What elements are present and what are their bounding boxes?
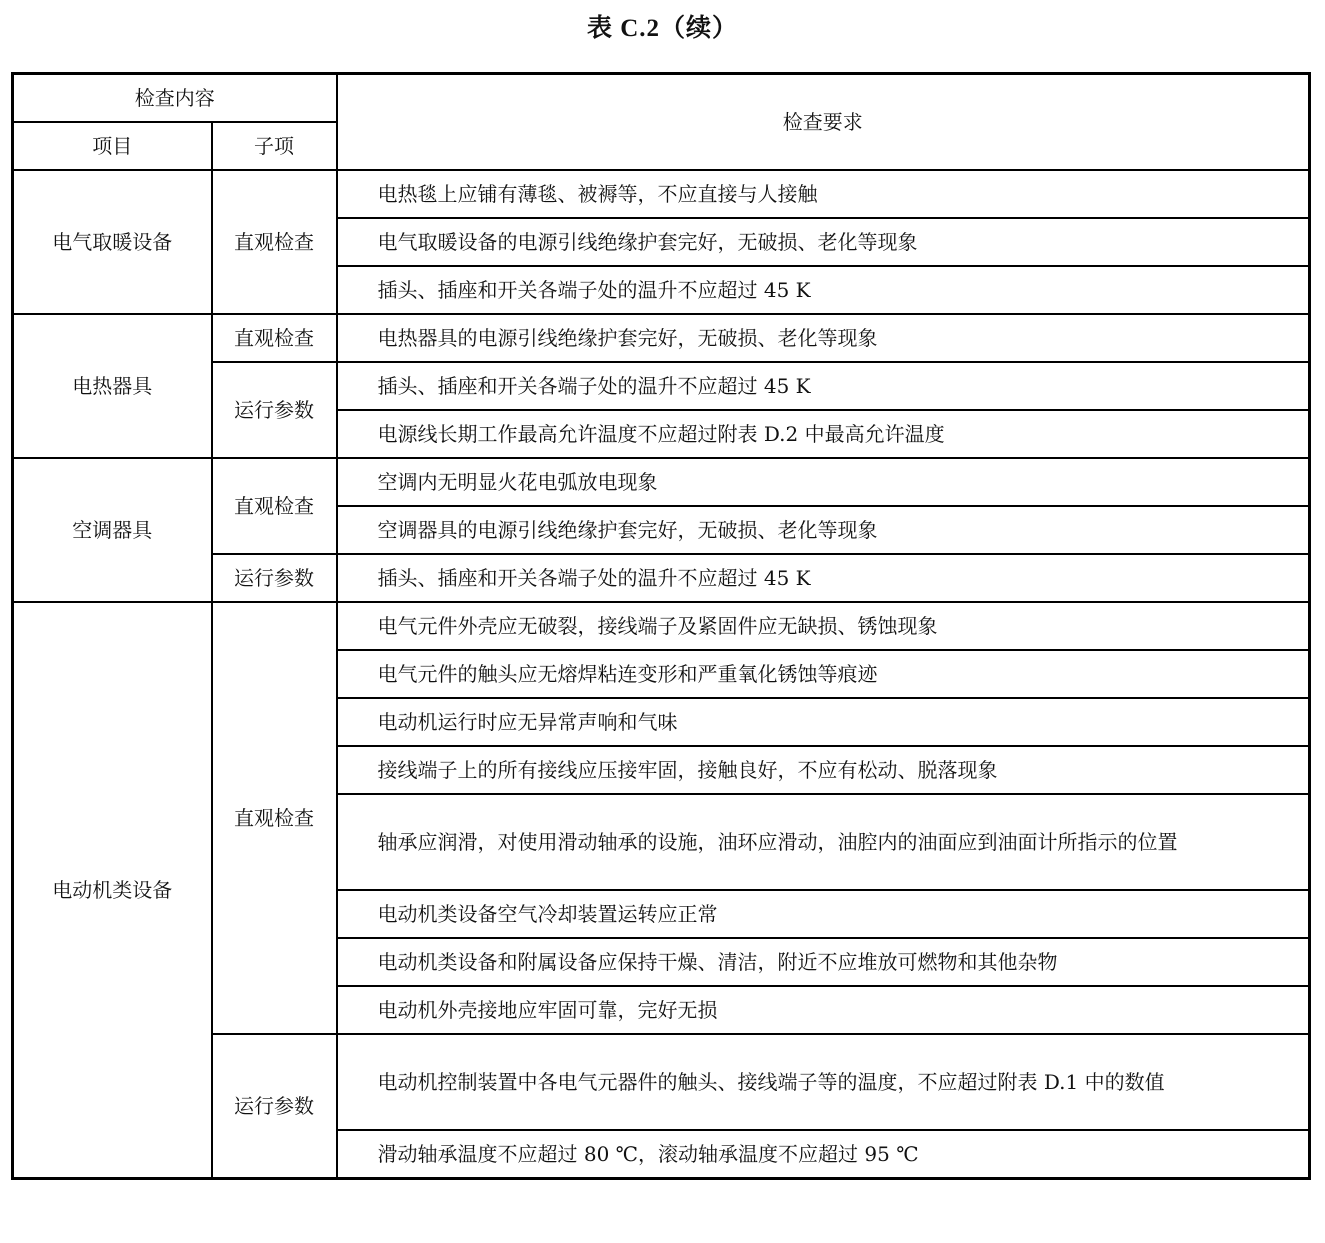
table-row [13,458,1310,506]
requirement-cell: 插头、插座和开关各端子处的温升不应超过 45 K [337,362,1310,410]
subitem-cell: 直观检查 [212,458,337,554]
requirement-cell: 电动机运行时应无异常声响和气味 [337,698,1310,746]
item-cell: 电动机类设备 [13,602,212,1179]
requirement-cell: 电动机外壳接地应牢固可靠，完好无损 [337,986,1310,1034]
requirement-cell: 滑动轴承温度不应超过 80 ℃，滚动轴承温度不应超过 95 ℃ [337,1130,1310,1179]
requirement-cell: 电气元件外壳应无破裂，接线端子及紧固件应无缺损、锈蚀现象 [337,602,1310,650]
table-row [13,170,1310,218]
item-cell: 电热器具 [13,314,212,458]
requirement-cell: 接线端子上的所有接线应压接牢固，接触良好，不应有松动、脱落现象 [337,746,1310,794]
requirement-cell: 轴承应润滑，对使用滑动轴承的设施，油环应滑动，油腔内的油面应到油面计所指示的位置 [337,794,1310,890]
table-row [13,602,1310,650]
subitem-cell: 运行参数 [212,362,337,458]
subitem-cell: 直观检查 [212,602,337,1034]
item-cell: 空调器具 [13,458,212,602]
item-cell: 电气取暖设备 [13,170,212,314]
requirement-cell: 电热器具的电源引线绝缘护套完好，无破损、老化等现象 [337,314,1310,362]
requirement-cell: 插头、插座和开关各端子处的温升不应超过 45 K [337,554,1310,602]
subitem-cell: 直观检查 [212,170,337,314]
requirement-cell: 电气取暖设备的电源引线绝缘护套完好，无破损、老化等现象 [337,218,1310,266]
requirement-cell: 插头、插座和开关各端子处的温升不应超过 45 K [337,266,1310,314]
subitem-cell: 运行参数 [212,554,337,602]
header-group: 检查内容 [13,74,337,123]
requirement-cell: 空调器具的电源引线绝缘护套完好，无破损、老化等现象 [337,506,1310,554]
requirement-cell: 电动机类设备和附属设备应保持干燥、清洁，附近不应堆放可燃物和其他杂物 [337,938,1310,986]
inspection-table [11,72,1311,1180]
requirement-cell: 电源线长期工作最高允许温度不应超过附表 D.2 中最高允许温度 [337,410,1310,458]
requirement-cell: 电热毯上应铺有薄毯、被褥等，不应直接与人接触 [337,170,1310,218]
requirement-cell: 电动机类设备空气冷却装置运转应正常 [337,890,1310,938]
header-item: 项目 [13,122,212,170]
table-row [13,314,1310,362]
table-title: 表 C.2（续） [586,15,739,42]
subitem-cell: 直观检查 [212,314,337,362]
requirement-cell: 电气元件的触头应无熔焊粘连变形和严重氧化锈蚀等痕迹 [337,650,1310,698]
subitem-cell: 运行参数 [212,1034,337,1179]
header-subitem: 子项 [212,122,337,170]
requirement-cell: 空调内无明显火花电弧放电现象 [337,458,1310,506]
requirement-cell: 电动机控制装置中各电气元器件的触头、接线端子等的温度，不应超过附表 D.1 中的数值 [337,1034,1310,1130]
header-row-1 [13,74,1310,123]
header-requirement: 检查要求 [337,74,1310,171]
